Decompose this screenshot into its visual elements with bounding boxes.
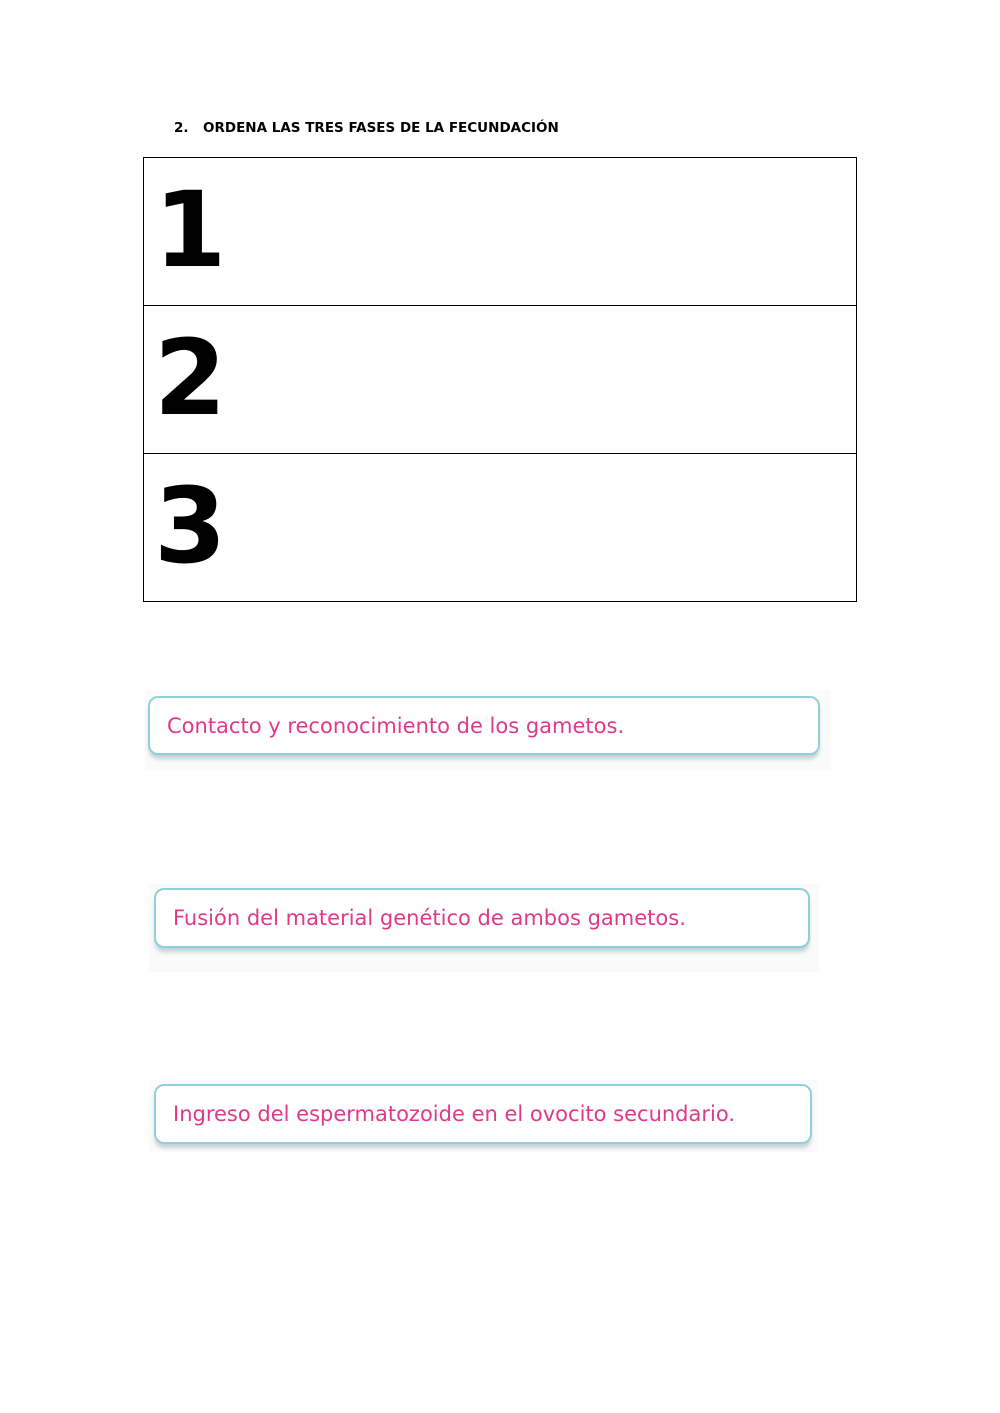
exercise-number: 2. xyxy=(174,120,189,136)
phase-card-contact[interactable] xyxy=(148,696,820,755)
phase-card-image xyxy=(149,884,819,972)
phase-card-entry[interactable] xyxy=(154,1084,812,1144)
ordering-table xyxy=(143,157,857,602)
exercise-heading xyxy=(174,120,559,136)
drop-zone-3[interactable] xyxy=(234,454,856,601)
order-slot-1 xyxy=(144,158,856,306)
phase-card-text: Ingreso del espermatozoide en el ovocito secundario. xyxy=(173,1102,736,1126)
order-slot-3 xyxy=(144,454,856,601)
phase-card-fusion[interactable] xyxy=(154,888,810,948)
phase-card-image xyxy=(145,690,831,770)
slot-number: 2 xyxy=(154,317,225,439)
drop-zone-2[interactable] xyxy=(234,306,856,453)
exercise-instruction: ORDENA LAS TRES FASES DE LA FECUNDACIÓN xyxy=(203,120,559,136)
drop-zone-1[interactable] xyxy=(234,158,856,305)
slot-number: 3 xyxy=(154,465,225,587)
slot-number: 1 xyxy=(154,169,225,291)
phase-card-image xyxy=(149,1080,818,1152)
phase-card-text: Fusión del material genético de ambos gametos. xyxy=(173,906,686,930)
phase-card-text: Contacto y reconocimiento de los gametos. xyxy=(167,713,625,738)
order-slot-2 xyxy=(144,306,856,454)
